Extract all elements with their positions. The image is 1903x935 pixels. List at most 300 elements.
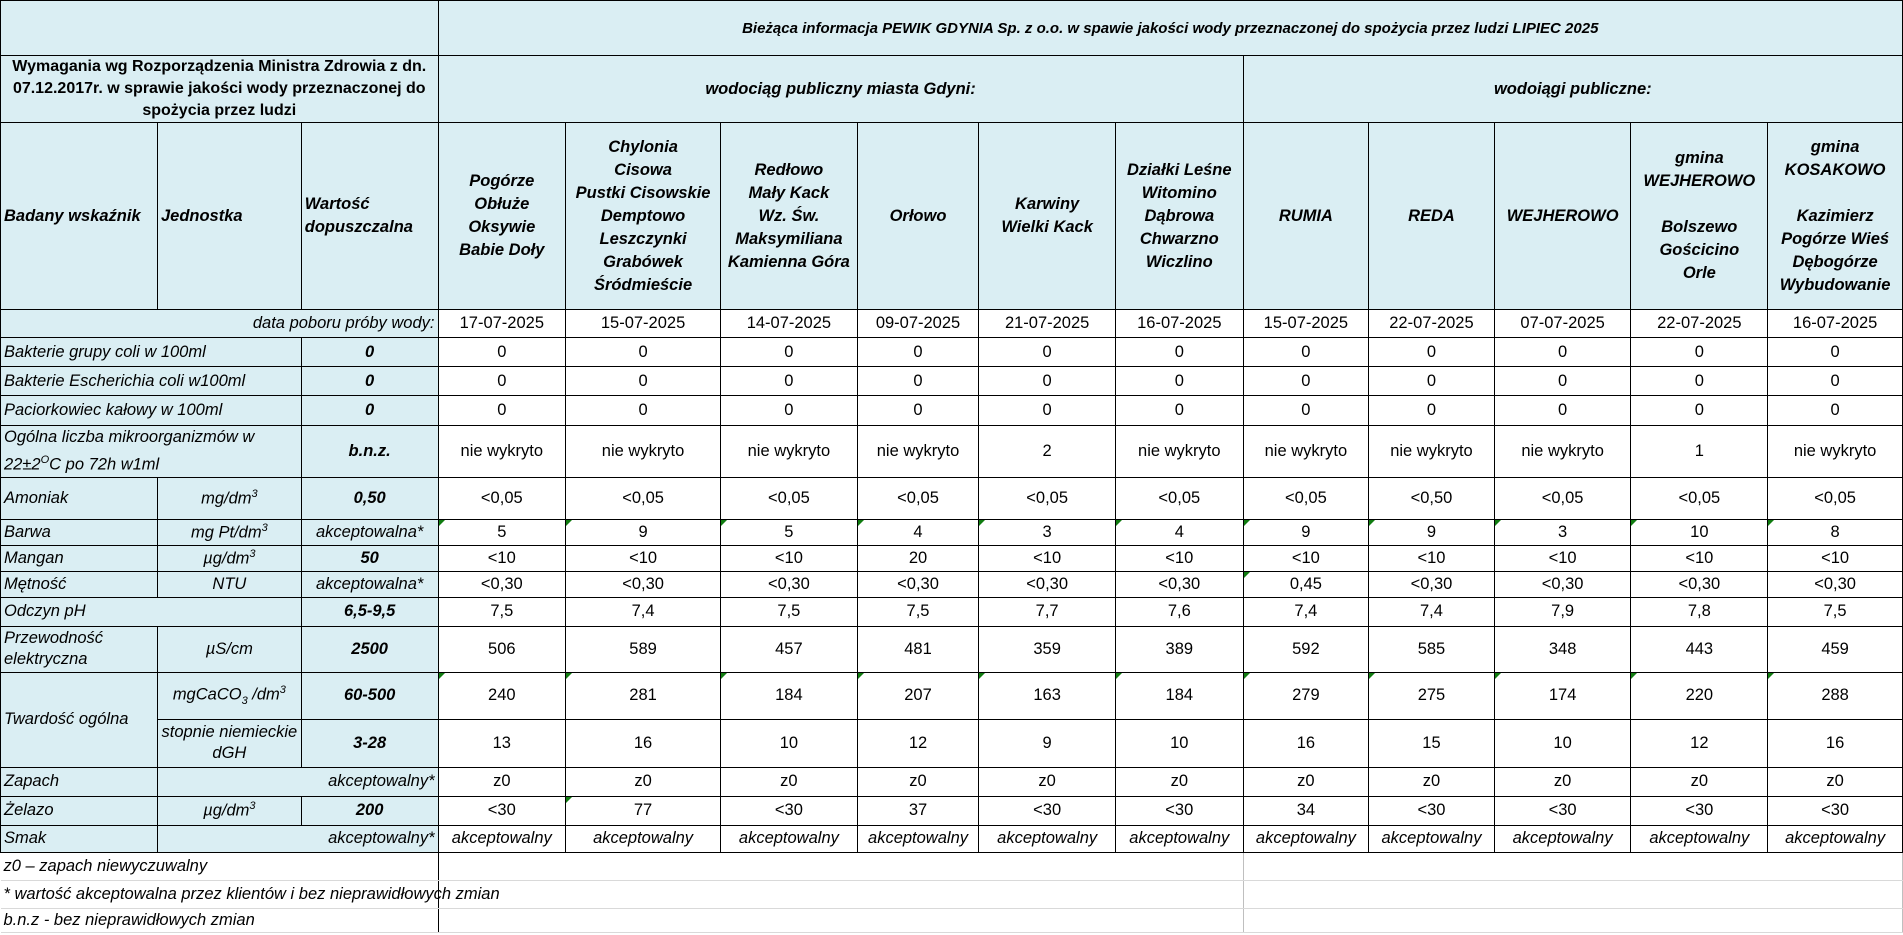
measured-value: akceptowalny bbox=[438, 825, 566, 852]
note-empty-cell bbox=[1631, 852, 1768, 880]
measured-value: 240 bbox=[438, 672, 566, 719]
measured-value: <0,30 bbox=[1369, 571, 1495, 597]
measured-value: 16 bbox=[1768, 719, 1903, 767]
measured-value: 163 bbox=[979, 672, 1116, 719]
allowed-value: 0,50 bbox=[301, 477, 438, 519]
measured-value: 0 bbox=[1243, 338, 1369, 367]
measured-value: akceptowalny bbox=[857, 825, 979, 852]
measured-value: z0 bbox=[1631, 767, 1768, 796]
measured-value: akceptowalny bbox=[721, 825, 858, 852]
note-empty-cell bbox=[1631, 880, 1768, 908]
measured-value: z0 bbox=[566, 767, 721, 796]
area-name-line: KOSAKOWO bbox=[1784, 160, 1886, 179]
unit-text: mg Pt/dm bbox=[191, 523, 262, 542]
unit-sup: 3 bbox=[279, 684, 286, 697]
allowed-value: akceptowalna* bbox=[301, 519, 438, 545]
measured-value: 0 bbox=[1631, 367, 1768, 396]
measured-value: 7,4 bbox=[1243, 597, 1369, 626]
measured-value: 0 bbox=[1243, 396, 1369, 426]
area-header bbox=[979, 123, 1116, 310]
area-header bbox=[1369, 123, 1495, 310]
measured-value: <0,30 bbox=[721, 571, 858, 597]
indicator-name: Żelazo bbox=[1, 796, 158, 825]
measured-value: 7,4 bbox=[566, 597, 721, 626]
measured-value: 10 bbox=[1494, 719, 1631, 767]
measured-value: nie wykryto bbox=[857, 426, 979, 478]
area-name-line: Leszczynki bbox=[599, 229, 687, 248]
note-empty-cell bbox=[979, 852, 1116, 880]
measured-value: 275 bbox=[1369, 672, 1495, 719]
indicator-name: Bakterie Escherichia coli w100ml bbox=[1, 367, 302, 396]
measured-value: 3 bbox=[979, 519, 1116, 545]
measured-value: 220 bbox=[1631, 672, 1768, 719]
indicator-name: Barwa bbox=[1, 519, 158, 545]
indicator-name-part: 22±2 bbox=[4, 455, 41, 474]
note-empty-cell bbox=[857, 852, 979, 880]
measured-value: akceptowalny bbox=[1116, 825, 1244, 852]
sample-date: 15-07-2025 bbox=[1243, 310, 1369, 338]
measured-value: 0 bbox=[1494, 367, 1631, 396]
area-name-line: gmina bbox=[1675, 149, 1724, 167]
measured-value: 592 bbox=[1243, 626, 1369, 672]
measured-value: 0 bbox=[857, 367, 979, 396]
measured-value: 0 bbox=[438, 367, 566, 396]
area-header bbox=[721, 123, 858, 310]
allowed-value: b.n.z. bbox=[301, 426, 438, 478]
area-name-line: RUMIA bbox=[1278, 206, 1333, 225]
measured-value: <0,05 bbox=[1494, 477, 1631, 519]
area-name-line: Pogórze bbox=[469, 172, 535, 190]
unit-sub: 3 bbox=[241, 694, 248, 707]
measured-value: 0 bbox=[721, 367, 858, 396]
measured-value: akceptowalny bbox=[1768, 825, 1903, 852]
unit-sup: 3 bbox=[261, 521, 268, 534]
indicator-name: Zapach bbox=[1, 767, 158, 796]
sample-date: 17-07-2025 bbox=[438, 310, 566, 338]
measured-value: <0,05 bbox=[566, 477, 721, 519]
measured-value: <0,30 bbox=[1494, 571, 1631, 597]
note-text: b.n.z - bez nieprawidłowych zmian bbox=[1, 908, 439, 932]
measured-value: 0 bbox=[1768, 338, 1903, 367]
note-empty-cell bbox=[566, 908, 721, 932]
measured-value: 10 bbox=[1116, 719, 1244, 767]
measured-value: nie wykryto bbox=[1243, 426, 1369, 478]
sample-date: 22-07-2025 bbox=[1369, 310, 1495, 338]
measured-value: 0 bbox=[857, 396, 979, 426]
measured-value: nie wykryto bbox=[438, 426, 566, 478]
measured-value: 7,8 bbox=[1631, 597, 1768, 626]
group-gdynia: wodociąg publiczny miasta Gdyni: bbox=[438, 56, 1243, 123]
area-name-line: Śródmieście bbox=[593, 275, 693, 294]
measured-value: 1 bbox=[1631, 426, 1768, 478]
area-name-line: Cisowa bbox=[614, 160, 672, 179]
measured-value: 34 bbox=[1243, 796, 1369, 825]
measured-value: nie wykryto bbox=[721, 426, 858, 478]
measured-value: 16 bbox=[566, 719, 721, 767]
measured-value: 7,9 bbox=[1494, 597, 1631, 626]
measured-value: <0,30 bbox=[1631, 571, 1768, 597]
measured-value: 7,5 bbox=[438, 597, 566, 626]
indicator-name-part: C po 72h w1ml bbox=[49, 455, 160, 474]
indicator-name: Twardość ogólna bbox=[1, 672, 158, 767]
measured-value: 37 bbox=[857, 796, 979, 825]
area-name-line: Demptowo bbox=[600, 206, 686, 225]
area-name-line: Gościcino bbox=[1659, 241, 1740, 259]
note-empty-cell bbox=[566, 852, 721, 880]
area-header bbox=[438, 123, 566, 310]
sample-date: 09-07-2025 bbox=[857, 310, 979, 338]
area-name-line: Mały Kack bbox=[748, 183, 830, 202]
area-name-line: Wielki Kack bbox=[1001, 218, 1093, 236]
measured-value: akceptowalny bbox=[1494, 825, 1631, 852]
measured-value: 0 bbox=[979, 396, 1116, 426]
measured-value: 0 bbox=[721, 338, 858, 367]
allowed-value: 3-28 bbox=[301, 719, 438, 767]
measured-value: <30 bbox=[721, 796, 858, 825]
note-empty-cell bbox=[857, 908, 979, 932]
measured-value: 0 bbox=[1116, 396, 1244, 426]
note-empty-cell bbox=[1116, 880, 1244, 908]
area-name-line: Wz. Św. bbox=[758, 206, 820, 225]
measured-value: 7,6 bbox=[1116, 597, 1244, 626]
measured-value: akceptowalny bbox=[566, 825, 721, 852]
area-header bbox=[1768, 123, 1903, 310]
unit-text: mg/dm bbox=[201, 489, 252, 508]
note-empty-cell bbox=[1369, 880, 1495, 908]
measured-value: 0 bbox=[1631, 396, 1768, 426]
sample-date: 07-07-2025 bbox=[1494, 310, 1631, 338]
note-empty-cell bbox=[979, 908, 1116, 932]
measured-value: 0 bbox=[1494, 338, 1631, 367]
area-name-line: WEJHEROWO bbox=[1643, 172, 1756, 190]
unit-sup: 3 bbox=[249, 547, 256, 560]
sample-date: 15-07-2025 bbox=[566, 310, 721, 338]
indicator-name: Mangan bbox=[1, 545, 158, 571]
measured-value: 15 bbox=[1369, 719, 1495, 767]
measured-value: 0 bbox=[1369, 338, 1495, 367]
measured-value: 20 bbox=[857, 545, 979, 571]
measured-value: nie wykryto bbox=[1494, 426, 1631, 478]
area-name-line: gmina bbox=[1810, 137, 1860, 156]
note-text: * wartość akceptowalna przez klientów i bez nieprawidłowych zmian bbox=[1, 880, 439, 908]
measured-value: 5 bbox=[721, 519, 858, 545]
sample-date: 21-07-2025 bbox=[979, 310, 1116, 338]
area-name-line: REDA bbox=[1408, 206, 1455, 225]
note-empty-cell bbox=[438, 908, 566, 932]
measured-value: <0,30 bbox=[1768, 571, 1903, 597]
measured-value: <0,30 bbox=[857, 571, 979, 597]
measured-value: 10 bbox=[721, 719, 858, 767]
note-empty-cell bbox=[979, 880, 1116, 908]
measured-value: <10 bbox=[979, 545, 1116, 571]
measured-value: 2 bbox=[979, 426, 1116, 478]
measured-value: 0 bbox=[438, 396, 566, 426]
sample-date: 16-07-2025 bbox=[1116, 310, 1244, 338]
note-empty-cell bbox=[1494, 880, 1631, 908]
measured-value: <0,05 bbox=[1631, 477, 1768, 519]
measured-value: z0 bbox=[1369, 767, 1495, 796]
measured-value: 5 bbox=[438, 519, 566, 545]
measured-value: <30 bbox=[1369, 796, 1495, 825]
measured-value: 359 bbox=[979, 626, 1116, 672]
measured-value: <0,05 bbox=[721, 477, 858, 519]
measured-value: 389 bbox=[1116, 626, 1244, 672]
measured-value: <0,30 bbox=[1116, 571, 1244, 597]
measured-value: 174 bbox=[1494, 672, 1631, 719]
unit-sup: 3 bbox=[249, 800, 256, 813]
measured-value: <0,05 bbox=[857, 477, 979, 519]
area-header bbox=[1494, 123, 1631, 310]
measured-value: <0,05 bbox=[1243, 477, 1369, 519]
measured-value: akceptowalny bbox=[979, 825, 1116, 852]
unit-text: mgCaCO bbox=[172, 685, 242, 704]
measured-value: <0,05 bbox=[979, 477, 1116, 519]
measured-value: 16 bbox=[1243, 719, 1369, 767]
measured-value: <30 bbox=[979, 796, 1116, 825]
indicator-name: Smak bbox=[1, 825, 158, 852]
measured-value: z0 bbox=[1494, 767, 1631, 796]
measured-value: <0,30 bbox=[979, 571, 1116, 597]
note-empty-cell bbox=[1768, 852, 1903, 880]
measured-value: akceptowalny bbox=[1631, 825, 1768, 852]
area-name-line: Obłuże bbox=[474, 195, 530, 213]
area-name-line: Babie Doły bbox=[459, 241, 545, 259]
note-empty-cell bbox=[438, 880, 566, 908]
unit: µS/cm bbox=[157, 626, 301, 672]
indicator-name: Amoniak bbox=[1, 477, 158, 519]
area-name-line: Grabówek bbox=[603, 252, 683, 271]
measured-value: 589 bbox=[566, 626, 721, 672]
note-empty-cell bbox=[438, 852, 566, 880]
area-name-line: Pustki Cisowskie bbox=[575, 183, 711, 202]
area-name-line: Karwiny bbox=[1015, 195, 1080, 213]
page-title: Bieżąca informacja PEWIK GDYNIA Sp. z o.o. w spawie jakości wody przeznaczonej do spożycia przez ludzi LIPIEC 2025 bbox=[438, 1, 1903, 56]
measured-value: z0 bbox=[721, 767, 858, 796]
measured-value: 3 bbox=[1494, 519, 1631, 545]
measured-value: <10 bbox=[1494, 545, 1631, 571]
area-header bbox=[566, 123, 721, 310]
measured-value: 0 bbox=[1768, 367, 1903, 396]
measured-value: akceptowalny bbox=[1243, 825, 1369, 852]
area-name-line: Maksymiliana bbox=[735, 229, 843, 248]
measured-value: 0 bbox=[857, 338, 979, 367]
note-empty-cell bbox=[1494, 852, 1631, 880]
area-name-line: WEJHEROWO bbox=[1506, 206, 1619, 225]
measured-value: 443 bbox=[1631, 626, 1768, 672]
measured-value: nie wykryto bbox=[1369, 426, 1495, 478]
note-empty-cell bbox=[566, 880, 721, 908]
indicator-name-part: Ogólna liczba mikroorganizmów w bbox=[4, 428, 255, 446]
measured-value: 0 bbox=[979, 338, 1116, 367]
note-empty-cell bbox=[1768, 908, 1903, 932]
measured-value: 459 bbox=[1768, 626, 1903, 672]
allowed-value: akceptowalna* bbox=[301, 571, 438, 597]
measured-value: 9 bbox=[1369, 519, 1495, 545]
note-text: z0 – zapach niewyczuwalny bbox=[1, 852, 439, 880]
note-empty-cell bbox=[1116, 852, 1244, 880]
measured-value: <0,05 bbox=[438, 477, 566, 519]
indicator-name: Paciorkowiec kałowy w 100ml bbox=[1, 396, 302, 426]
measured-value: 7,7 bbox=[979, 597, 1116, 626]
measured-value: 4 bbox=[1116, 519, 1244, 545]
group-public: wodoiągi publiczne: bbox=[1243, 56, 1902, 123]
measured-value: <10 bbox=[1631, 545, 1768, 571]
measured-value: 7,5 bbox=[721, 597, 858, 626]
note-empty-cell bbox=[857, 880, 979, 908]
measured-value: 13 bbox=[438, 719, 566, 767]
unit-sup: 3 bbox=[251, 487, 258, 500]
area-name-line: Działki Leśne bbox=[1127, 160, 1232, 179]
measured-value: 0 bbox=[1768, 396, 1903, 426]
note-empty-cell bbox=[1768, 880, 1903, 908]
measured-value: 4 bbox=[857, 519, 979, 545]
measured-value: 7,5 bbox=[1768, 597, 1903, 626]
unit bbox=[157, 477, 301, 519]
allowed-value: akceptowalny* bbox=[157, 825, 438, 852]
area-header bbox=[1243, 123, 1369, 310]
area-header bbox=[1116, 123, 1244, 310]
measured-value: 0 bbox=[1631, 338, 1768, 367]
measured-value: 506 bbox=[438, 626, 566, 672]
measured-value: 10 bbox=[1631, 519, 1768, 545]
area-name-line: Chwarzno bbox=[1139, 229, 1219, 248]
measured-value: <10 bbox=[566, 545, 721, 571]
sample-date: 14-07-2025 bbox=[721, 310, 858, 338]
area-name-line: Chylonia bbox=[608, 137, 678, 156]
measured-value: 77 bbox=[566, 796, 721, 825]
note-empty-cell bbox=[1369, 908, 1495, 932]
area-header bbox=[1631, 123, 1768, 310]
unit-text: µg/dm bbox=[203, 801, 250, 820]
area-name-line: Bolszewo bbox=[1661, 218, 1738, 236]
measured-value: 0 bbox=[1243, 367, 1369, 396]
area-name-line: Orle bbox=[1682, 264, 1716, 282]
area-name-line: Redłowo bbox=[754, 160, 824, 179]
sample-date: 22-07-2025 bbox=[1631, 310, 1768, 338]
measured-value: 481 bbox=[857, 626, 979, 672]
indicator-name: Przewodność elektryczna bbox=[1, 626, 158, 672]
unit: NTU bbox=[157, 571, 301, 597]
measured-value: 0 bbox=[566, 367, 721, 396]
note-empty-cell bbox=[721, 880, 858, 908]
unit bbox=[157, 519, 301, 545]
measured-value: 0 bbox=[1116, 367, 1244, 396]
measured-value: 7,5 bbox=[857, 597, 979, 626]
measured-value: 0,45 bbox=[1243, 571, 1369, 597]
measured-value: 0 bbox=[566, 338, 721, 367]
measured-value: z0 bbox=[438, 767, 566, 796]
allowed-value: 6,5-9,5 bbox=[301, 597, 438, 626]
area-name-line: Oksywie bbox=[468, 218, 536, 236]
note-empty-cell bbox=[1243, 852, 1369, 880]
allowed-value: 200 bbox=[301, 796, 438, 825]
measured-value: 184 bbox=[1116, 672, 1244, 719]
measured-value: z0 bbox=[979, 767, 1116, 796]
measured-value: 0 bbox=[1494, 396, 1631, 426]
measured-value: 457 bbox=[721, 626, 858, 672]
sample-date: 16-07-2025 bbox=[1768, 310, 1903, 338]
measured-value: akceptowalny bbox=[1369, 825, 1495, 852]
indicator-name: Bakterie grupy coli w 100ml bbox=[1, 338, 302, 367]
header-blank bbox=[1, 1, 439, 56]
area-name-line: Witomino bbox=[1141, 183, 1217, 202]
unit-text: µg/dm bbox=[203, 549, 250, 568]
allowed-value: akceptowalny* bbox=[157, 767, 438, 796]
measured-value: 7,4 bbox=[1369, 597, 1495, 626]
measured-value: <30 bbox=[1631, 796, 1768, 825]
note-empty-cell bbox=[1243, 908, 1369, 932]
area-header bbox=[857, 123, 979, 310]
measured-value: 0 bbox=[566, 396, 721, 426]
measured-value: <30 bbox=[438, 796, 566, 825]
area-name-line: Wybudowanie bbox=[1779, 275, 1891, 294]
measured-value: <0,50 bbox=[1369, 477, 1495, 519]
measured-value: z0 bbox=[1116, 767, 1244, 796]
note-empty-cell bbox=[1494, 908, 1631, 932]
measured-value: 279 bbox=[1243, 672, 1369, 719]
unit bbox=[157, 672, 301, 719]
measured-value: <10 bbox=[1369, 545, 1495, 571]
measured-value: 0 bbox=[1369, 396, 1495, 426]
area-name-line: Orłowo bbox=[889, 206, 947, 225]
measured-value: 9 bbox=[1243, 519, 1369, 545]
note-empty-cell bbox=[1369, 852, 1495, 880]
measured-value: <0,30 bbox=[438, 571, 566, 597]
measured-value: 281 bbox=[566, 672, 721, 719]
allowed-value: 0 bbox=[301, 396, 438, 426]
measured-value: <0,05 bbox=[1116, 477, 1244, 519]
measured-value: 348 bbox=[1494, 626, 1631, 672]
measured-value: nie wykryto bbox=[1768, 426, 1903, 478]
measured-value: nie wykryto bbox=[566, 426, 721, 478]
measured-value: 8 bbox=[1768, 519, 1903, 545]
unit bbox=[157, 545, 301, 571]
allowed-value: 60-500 bbox=[301, 672, 438, 719]
note-empty-cell bbox=[1116, 908, 1244, 932]
unit bbox=[157, 796, 301, 825]
measured-value: <0,30 bbox=[566, 571, 721, 597]
indicator-name bbox=[1, 426, 302, 478]
area-name-line: Kazimierz bbox=[1796, 206, 1874, 225]
allowed-value: 0 bbox=[301, 338, 438, 367]
allowed-value: 2500 bbox=[301, 626, 438, 672]
measured-value: nie wykryto bbox=[1116, 426, 1244, 478]
sample-date-label: data poboru próby wody: bbox=[1, 310, 439, 338]
allowed-value: 0 bbox=[301, 367, 438, 396]
note-empty-cell bbox=[1631, 908, 1768, 932]
measured-value: 9 bbox=[979, 719, 1116, 767]
unit-text: /dm bbox=[247, 685, 280, 704]
measured-value: <30 bbox=[1494, 796, 1631, 825]
measured-value: 288 bbox=[1768, 672, 1903, 719]
col-header-unit: Jednostka bbox=[157, 123, 301, 310]
measured-value: <0,05 bbox=[1768, 477, 1903, 519]
measured-value: 0 bbox=[721, 396, 858, 426]
degree-sup: O bbox=[40, 454, 50, 466]
allowed-value: 50 bbox=[301, 545, 438, 571]
measured-value: <10 bbox=[1768, 545, 1903, 571]
note-empty-cell bbox=[721, 852, 858, 880]
area-name-line: Wiczlino bbox=[1145, 252, 1213, 271]
measured-value: 184 bbox=[721, 672, 858, 719]
measured-value: 12 bbox=[857, 719, 979, 767]
indicator-name: Odczyn pH bbox=[1, 597, 302, 626]
col-header-allowed: Wartość dopuszczalna bbox=[301, 123, 438, 310]
measured-value: 9 bbox=[566, 519, 721, 545]
measured-value: 0 bbox=[1369, 367, 1495, 396]
measured-value: <10 bbox=[1116, 545, 1244, 571]
measured-value: 207 bbox=[857, 672, 979, 719]
